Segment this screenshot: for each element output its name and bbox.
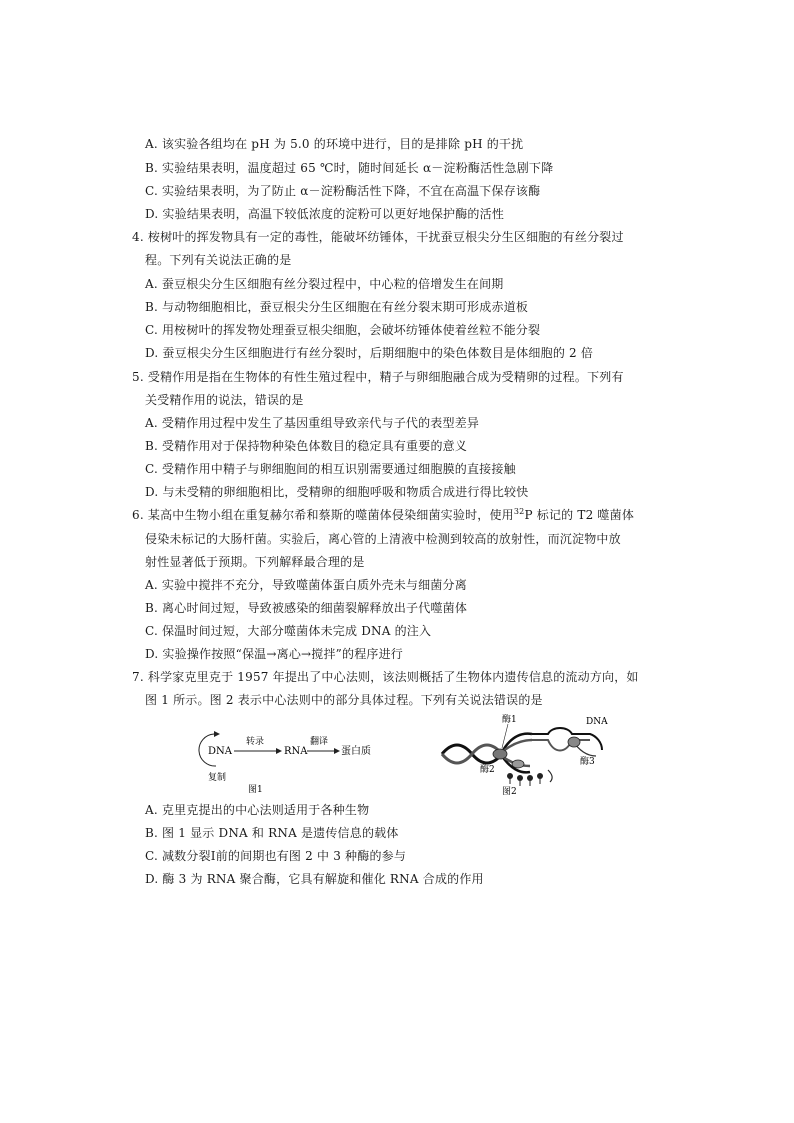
q7-option-c: C. 减数分裂Ⅰ前的间期也有图 2 中 3 种酶的参与	[145, 849, 407, 863]
q7-option-d: D. 酶 3 为 RNA 聚合酶，它具有解旋和催化 RNA 合成的作用	[145, 872, 484, 886]
q4-stem-line1: 4. 桉树叶的挥发物具有一定的毒性，能破坏纺锤体，干扰蚕豆根尖分生区细胞的有丝分裂过	[132, 230, 624, 244]
q5-option-a: A. 受精作用过程中发生了基因重组导致亲代与子代的表型差异	[145, 416, 480, 430]
enzyme-3-blob	[568, 737, 580, 747]
fig2-enzyme1-label: 酶1	[502, 715, 517, 725]
fig1-translation-label: 翻译	[310, 737, 329, 747]
figure-1-central-dogma	[196, 718, 376, 794]
q6-stem-line1-a: 6. 某高中生物小组在重复赫尔希和蔡斯的噬菌体侵染细菌实验时，使用	[132, 508, 514, 522]
q6-stem-line3: 射性显著低于预期。下列解释最合理的是	[145, 555, 365, 569]
q6-option-a: A. 实验中搅拌不充分，导致噬菌体蛋白质外壳未与细菌分离	[145, 578, 467, 592]
q7-stem-line2: 图 1 所示。图 2 表示中心法则中的部分具体过程。下列有关说法错误的是	[145, 693, 543, 707]
fig2-enzyme2-label: 酶2	[480, 765, 495, 775]
fig1-caption: 图1	[248, 785, 263, 794]
translation-arrowhead	[334, 748, 340, 754]
polymerase-tail	[548, 770, 552, 782]
q6-option-c: C. 保温时间过短，大部分噬菌体未完成 DNA 的注入	[145, 624, 432, 638]
q4-option-c: C. 用桉树叶的挥发物处理蚕豆根尖细胞，会破坏纺锤体使着丝粒不能分裂	[145, 323, 541, 337]
q6-stem-line1	[132, 507, 634, 523]
q6-option-b: B. 离心时间过短，导致被感染的细菌裂解释放出子代噬菌体	[145, 601, 468, 615]
q6-option-d: D. 实验操作按照“保温→离心→搅拌”的程序进行	[145, 647, 404, 661]
figure-2-enzyme-process	[440, 712, 610, 796]
q7-option-a: A. 克里克提出的中心法则适用于各种生物	[145, 803, 370, 817]
replication-arrowhead	[214, 731, 220, 737]
q6-stem-line2: 侵染未标记的大肠杆菌。实验后，离心管的上清液中检测到较高的放射性，而沉淀物中放	[145, 532, 621, 546]
q5-option-d: D. 与未受精的卵细胞相比，受精卵的细胞呼吸和物质合成进行得比较快	[145, 485, 529, 499]
prev-option-c: C. 实验结果表明，为了防止 α－淀粉酶活性下降，不宜在高温下保存该酶	[145, 184, 541, 198]
q4-option-a: A. 蚕豆根尖分生区细胞有丝分裂过程中，中心粒的倍增发生在间期	[145, 277, 504, 291]
q6-stem-line1-b: P 标记的 T2 噬菌体	[524, 508, 635, 522]
q4-option-d: D. 蚕豆根尖分生区细胞进行有丝分裂时，后期细胞中的染色体数目是体细胞的 2 倍	[145, 346, 594, 360]
prev-option-b: B. 实验结果表明，温度超过 65 ℃时，随时间延长 α－淀粉酶活性急剧下降	[145, 161, 554, 175]
fig2-dna-label: DNA	[586, 717, 608, 727]
fig2-enzyme3-label: 酶3	[580, 757, 595, 767]
enzyme-2-blob	[512, 760, 524, 768]
q7-stem-line1: 7. 科学家克里克于 1957 年提出了中心法则，该法则概括了生物体内遗传信息的流动方向，如	[132, 670, 639, 684]
q5-stem-line2: 关受精作用的说法，错误的是	[145, 393, 304, 407]
q5-option-b: B. 受精作用对于保持物种染色体数目的稳定具有重要的意义	[145, 439, 468, 453]
q4-option-b: B. 与动物细胞相比，蚕豆根尖分生区细胞在有丝分裂末期可形成赤道板	[145, 300, 529, 314]
fig1-protein-label: 蛋白质	[341, 746, 371, 757]
q5-option-c: C. 受精作用中精子与卵细胞间的相互识别需要通过细胞膜的直接接触	[145, 462, 516, 476]
prev-option-d: D. 实验结果表明，高温下较低浓度的淀粉可以更好地保护酶的活性	[145, 207, 505, 221]
enzyme-1-blob	[493, 749, 507, 759]
fig2-caption: 图2	[502, 787, 517, 796]
prev-option-a: A. 该实验各组均在 pH 为 5.0 的环境中进行，目的是排除 pH 的干扰	[145, 137, 524, 151]
fig1-replication-label: 复制	[208, 773, 227, 783]
q4-stem-line2: 程。下列有关说法正确的是	[145, 253, 292, 267]
fig1-dna-label: DNA	[208, 746, 232, 757]
q7-option-b: B. 图 1 显示 DNA 和 RNA 是遗传信息的载体	[145, 826, 399, 840]
transcription-arrowhead	[276, 748, 282, 754]
q6-isotope-superscript: 32	[513, 507, 525, 516]
fig1-rna-label: RNA	[284, 746, 308, 757]
q5-stem-line1: 5. 受精作用是指在生物体的有性生殖过程中，精子与卵细胞融合成为受精卵的过程。下列有	[132, 370, 624, 384]
fig1-transcription-label: 转录	[246, 737, 265, 747]
dna-lower-strand	[532, 740, 590, 751]
